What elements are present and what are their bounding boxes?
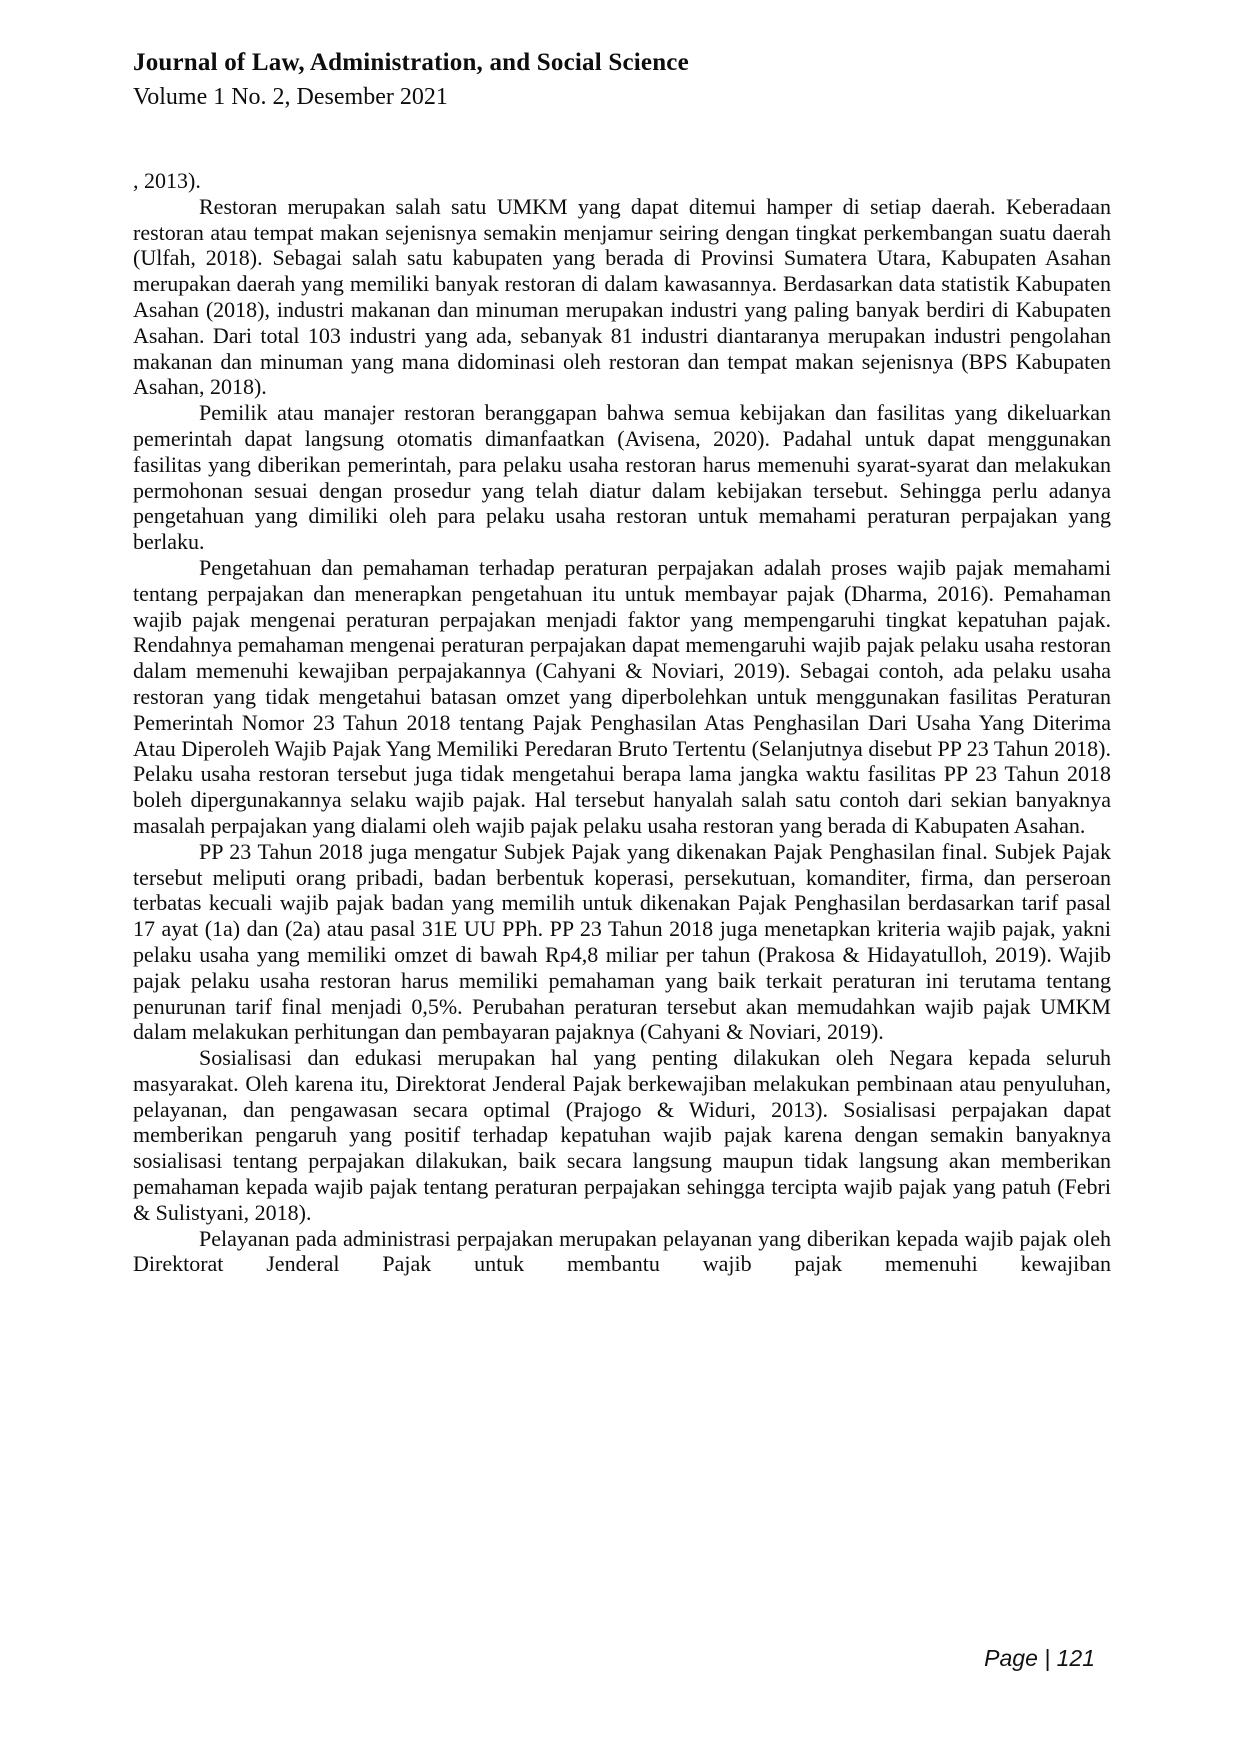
page-number: Page | 121: [984, 1645, 1095, 1671]
paragraph: PP 23 Tahun 2018 juga mengatur Subjek Pajak yang dikenakan Pajak Penghasilan final. Subjek Pajak tersebut meliputi orang pribadi, badan berbentuk koperasi, persekutuan, komanditer, firma, dan perseroan terbatas kecuali wajib pajak badan yang memilih untuk dikenakan Pajak Penghasilan berdasarkan tarif pasal 17 ayat (1a) dan (2a) atau pasal 31E UU PPh. PP 23 Tahun 2018 juga menetapkan kriteria wajib pajak, yakni pelaku usaha yang memiliki omzet di bawah Rp4,8 miliar per tahun (Prakosa & Hidayatulloh, 2019). Wajib pajak pelaku usaha restoran harus memiliki pemahaman yang baik terkait peraturan ini terutama tentang penurunan tarif final menjadi 0,5%. Perubahan peraturan tersebut akan memudahkan wajib pajak UMKM dalam melakukan perhitungan dan pembayaran pajaknya (Cahyani & Noviari, 2019).: [133, 838, 1111, 1045]
paragraph: Sosialisasi dan edukasi merupakan hal yang penting dilakukan oleh Negara kepada seluruh masyarakat. Oleh karena itu, Direktorat Jenderal Pajak berkewajiban melakukan pembinaan atau penyuluhan, pelayanan, dan pengawasan secara optimal (Prajogo & Widuri, 2013). Sosialisasi perpajakan dapat memberikan pengaruh yang positif terhadap kepatuhan wajib pajak karena dengan semakin banyaknya sosialisasi tentang perpajakan dilakukan, baik secara langsung maupun tidak langsung akan memberikan pemahaman kepada wajib pajak tentang peraturan perpajakan sehingga tercipta wajib pajak yang patuh (Febri & Sulistyani, 2018).: [133, 1045, 1111, 1225]
paragraph-continuation: , 2013).: [133, 168, 201, 193]
journal-title: Journal of Law, Administration, and Social Science: [133, 49, 689, 76]
page-header: [133, 48, 1111, 112]
page-content: [133, 48, 1111, 1277]
paragraph: Pemilik atau manajer restoran beranggapan bahwa semua kebijakan dan fasilitas yang dikeluarkan pemerintah dapat langsung otomatis dimanfaatkan (Avisena, 2020). Padahal untuk dapat menggunakan fasilitas yang diberikan pemerintah, para pelaku usaha restoran harus memenuhi syarat-syarat dan melakukan permohonan sesuai dengan prosedur yang telah diatur dalam kebijakan tersebut. Sehingga perlu adanya pengetahuan yang dimiliki oleh para pelaku usaha restoran untuk memahami peraturan perpajakan yang berlaku.: [133, 400, 1111, 555]
journal-volume-line: Volume 1 No. 2, Desember 2021: [133, 84, 448, 110]
paragraph: Restoran merupakan salah satu UMKM yang dapat ditemui hamper di setiap daerah. Keberadaan restoran atau tempat makan sejenisnya semakin menjamur seiring dengan tingkat perkembangan suatu daerah (Ulfah, 2018). Sebagai salah satu kabupaten yang berada di Provinsi Sumatera Utara, Kabupaten Asahan merupakan daerah yang memiliki banyak restoran di dalam kawasannya. Berdasarkan data statistik Kabupaten Asahan (2018), industri makanan dan minuman merupakan industri yang paling banyak berdiri di Kabupaten Asahan. Dari total 103 industri yang ada, sebanyak 81 industri diantaranya merupakan industri pengolahan makanan dan minuman yang mana didominasi oleh restoran dan tempat makan sejenisnya (BPS Kabupaten Asahan, 2018).: [133, 193, 1111, 400]
paragraph-truncated: Pelayanan pada administrasi perpajakan merupakan pelayanan yang diberikan kepada wajib pajak oleh Direktorat Jenderal Pajak untuk membantu wajib pajak memenuhi kewajiban: [133, 1225, 1111, 1277]
document-body: [133, 168, 1111, 1277]
paragraph: Pengetahuan dan pemahaman terhadap peraturan perpajakan adalah proses wajib pajak memahami tentang perpajakan dan menerapkan pengetahuan itu untuk membayar pajak (Dharma, 2016). Pemahaman wajib pajak mengenai peraturan perpajakan menjadi faktor yang mempengaruhi tingkat kepatuhan pajak. Rendahnya pemahaman mengenai peraturan perpajakan dapat memengaruhi wajib pajak pelaku usaha restoran dalam memenuhi kewajiban perpajakannya (Cahyani & Noviari, 2019). Sebagai contoh, ada pelaku usaha restoran yang tidak mengetahui batasan omzet yang diperbolehkan untuk menggunakan fasilitas Peraturan Pemerintah Nomor 23 Tahun 2018 tentang Pajak Penghasilan Atas Penghasilan Dari Usaha Yang Diterima Atau Diperoleh Wajib Pajak Yang Memiliki Peredaran Bruto Tertentu (Selanjutnya disebut PP 23 Tahun 2018). Pelaku usaha restoran tersebut juga tidak mengetahui berapa lama jangka waktu fasilitas PP 23 Tahun 2018 boleh dipergunakannya selaku wajib pajak. Hal tersebut hanyalah salah satu contoh dari sekian banyaknya masalah perpajakan yang dialami oleh wajib pajak pelaku usaha restoran yang berada di Kabupaten Asahan.: [133, 554, 1111, 838]
